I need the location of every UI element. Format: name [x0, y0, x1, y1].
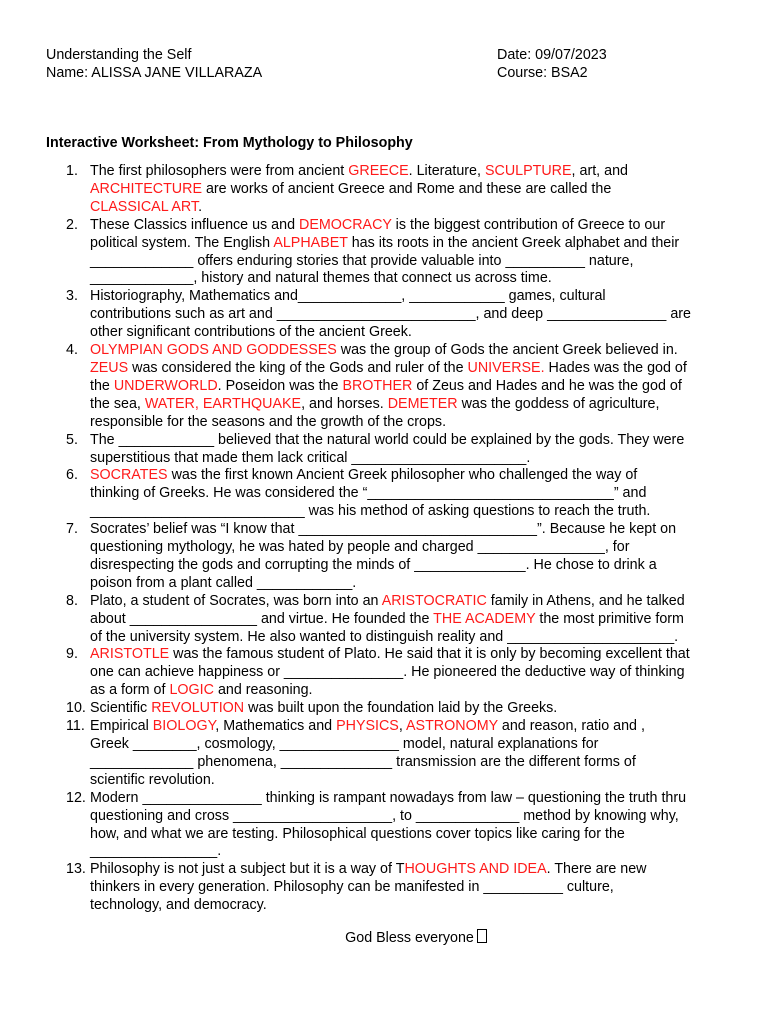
missing-glyph-box-icon: [477, 929, 487, 943]
question-text: , art, and: [571, 163, 628, 179]
question-text: Socrates’ belief was “I know that ______________________________”. Because he kept on: [90, 521, 677, 538]
question-number: 12.: [66, 789, 86, 806]
question-text: how, and what we are testing. Philosophical questions cover topics like caring for the: [90, 825, 625, 842]
question-text: technology, and democracy.: [90, 897, 267, 914]
question-text: political system. The English: [90, 234, 274, 251]
question-text: responsible for the seasons and the growth of the crops.: [90, 413, 447, 430]
answer-text: OLYMPIAN GODS AND GODDESSES: [90, 342, 337, 359]
question-text: of the university system. He also wanted to distinguish reality and _____________________.: [90, 628, 679, 645]
question-text: Philosophy is not just a subject but it is a way of T: [90, 861, 405, 878]
answer-text: REVOLUTION: [151, 700, 245, 717]
question-text: questioning mythology, he was hated by people and charged ________________, for: [90, 539, 630, 556]
question-text: poison from a plant called ____________.: [90, 574, 357, 591]
question-item: [46, 467, 726, 521]
question-text: was built upon the foundation laid by the Greeks.: [244, 700, 558, 717]
answer-text: BROTHER: [342, 377, 413, 394]
question-text: contributions such as art and _________________________, and deep _______________ are: [90, 306, 691, 323]
question-number: 1.: [66, 163, 78, 179]
question-text: was the group of Gods the ancient Greek believed in.: [336, 342, 678, 359]
question-text: scientific revolution.: [90, 771, 215, 788]
answer-text: GREECE: [348, 163, 409, 179]
question-text: was the famous student of Plato. He said that it is only by becoming excellent that: [169, 646, 690, 663]
question-item: [46, 342, 726, 432]
question-text: is the biggest contribution of Greece to our: [391, 216, 666, 233]
answer-text: DEMOCRACY: [299, 216, 392, 233]
question-number: 8.: [66, 592, 78, 609]
question-text: thinkers in every generation. Philosophy can be manifested in __________ culture,: [90, 879, 614, 896]
answer-text: HOUGHTS AND IDEA: [404, 861, 547, 878]
question-text: one can achieve happiness or _______________. He pioneered the deductive way of thinking: [90, 664, 685, 681]
question-text: was considered the king of the Gods and ruler of the: [128, 359, 468, 376]
question-text: .: [198, 198, 203, 215]
question-text: the sea,: [90, 395, 145, 412]
header-left: [46, 46, 262, 82]
question-text: Greek ________, cosmology, _______________ model, natural explanations for: [90, 736, 599, 752]
question-item: [46, 790, 726, 862]
question-text: was the goddess of agriculture,: [457, 395, 660, 412]
question-item: [46, 163, 726, 217]
answer-text: SOCRATES: [90, 467, 168, 484]
question-text: has its roots in the ancient Greek alphabet and their: [347, 234, 680, 251]
question-text: family in Athens, and he talked: [486, 592, 685, 609]
answer-text: ARCHITECTURE: [90, 180, 202, 197]
answer-text: CLASSICAL ART: [90, 198, 199, 215]
worksheet-title: Interactive Worksheet: From Mythology to Philosophy: [46, 135, 413, 151]
question-text: Plato, a student of Socrates, was born into an: [90, 592, 382, 609]
question-text: _____________ phenomena, ______________ transmission are the different forms of: [90, 753, 636, 770]
question-text: ________________.: [90, 843, 222, 860]
question-item: [46, 700, 726, 718]
question-item: [46, 288, 726, 342]
question-number: 11.: [66, 718, 85, 735]
question-text: the: [90, 377, 114, 394]
answer-text: DEMETER: [387, 395, 458, 412]
answer-text: THE ACADEMY: [433, 610, 536, 627]
answer-text: ALPHABET: [273, 234, 348, 251]
question-text: other significant contributions of the ancient Greek.: [90, 324, 412, 341]
question-number: 5.: [66, 431, 78, 448]
header-right: [497, 46, 607, 82]
question-text: _____________, history and natural themes that connect us across time.: [90, 270, 552, 287]
question-number: 9.: [66, 646, 78, 663]
question-text: _____________ offers enduring stories that provide valuable into __________ nature,: [90, 252, 634, 269]
question-text: , Mathematics and: [215, 718, 337, 735]
question-text: and reason, ratio and ,: [497, 718, 645, 735]
footer-text: God Bless everyone: [345, 930, 474, 946]
question-item: [46, 217, 726, 289]
footer: [0, 929, 768, 947]
answer-text: WATER, EARTHQUAKE: [144, 395, 302, 412]
question-number: 10.: [66, 700, 86, 717]
question-text: . Poseidon was the: [217, 377, 343, 394]
question-number: 7.: [66, 521, 78, 538]
answer-text: ARISTOTLE: [90, 646, 170, 663]
question-text: disrespecting the gods and corrupting the minds of ______________. He chose to drink a: [90, 556, 657, 573]
question-number: 6.: [66, 467, 78, 484]
question-text: questioning and cross ____________________, to _____________ method by knowing why,: [90, 807, 679, 824]
date-field: Date: 09/07/2023: [497, 47, 607, 63]
question-text: thinking of Greeks. He was considered the “_______________________________” and: [90, 485, 647, 502]
answer-text: PHYSICS: [336, 718, 399, 735]
course-field: Course: BSA2: [497, 65, 588, 81]
question-text: superstitious that made them lack critical ______________________.: [90, 449, 531, 466]
course-title: Understanding the Self: [46, 47, 192, 63]
question-item: [46, 432, 726, 468]
question-text: , and horses.: [301, 395, 388, 412]
answer-text: LOGIC: [169, 682, 214, 699]
question-text: Modern _______________ thinking is rampant nowadays from law – questioning the truth thru: [90, 789, 687, 806]
question-text: Hades was the god of: [544, 359, 687, 376]
question-item: [46, 718, 726, 790]
question-text: of Zeus and Hades and he was the god of: [412, 377, 682, 394]
question-text: and reasoning.: [213, 682, 313, 699]
question-text: are works of ancient Greece and Rome and these are called the: [202, 180, 612, 197]
question-item: [46, 646, 726, 700]
question-text: . Literature,: [408, 163, 485, 179]
answer-text: SCULPTURE: [484, 163, 572, 179]
question-text: The ____________ believed that the natural world could be explained by the gods. They were: [90, 431, 685, 448]
question-text: as a form of: [90, 682, 170, 699]
answer-text: ARISTOCRATIC: [381, 592, 487, 609]
question-text: Scientific: [90, 700, 152, 717]
question-number: 4.: [66, 342, 78, 359]
question-text: was the first known Ancient Greek philosopher who challenged the way of: [167, 467, 638, 484]
question-number: 3.: [66, 288, 78, 305]
question-item: [46, 593, 726, 647]
answer-text: BIOLOGY: [152, 718, 216, 735]
question-text: The first philosophers were from ancient: [90, 163, 349, 179]
student-name: Name: ALISSA JANE VILLARAZA: [46, 65, 263, 81]
question-text: These Classics influence us and: [90, 216, 300, 233]
question-number: 2.: [66, 216, 78, 233]
question-item: [46, 861, 726, 915]
question-item: [46, 521, 726, 593]
question-number: 13.: [66, 861, 86, 878]
question-text: Historiography, Mathematics and_____________, ____________ games, cultural: [90, 288, 606, 305]
answer-text: UNIVERSE.: [467, 359, 545, 376]
question-text: the most primitive form: [535, 610, 684, 627]
question-text: Empirical: [90, 718, 153, 735]
answer-text: ZEUS: [90, 359, 129, 376]
answer-text: ASTRONOMY: [406, 718, 498, 735]
question-text: ,: [398, 718, 406, 735]
question-text: . There are new: [546, 861, 647, 878]
question-list: [46, 163, 726, 915]
question-text: about ________________ and virtue. He founded the: [90, 610, 434, 627]
question-text: ___________________________ was his method of asking questions to reach the truth.: [90, 503, 651, 520]
answer-text: UNDERWORLD: [113, 377, 218, 394]
